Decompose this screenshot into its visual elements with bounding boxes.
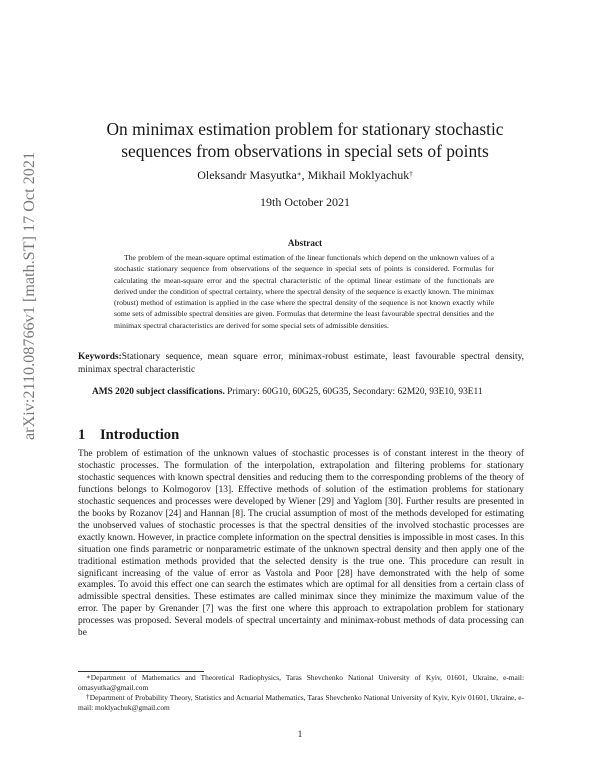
paper-date: 19th October 2021 <box>260 195 350 209</box>
abstract-body: The problem of the mean-square optimal estimation of the linear functionals which depend on the unknown values of a stochastic stationary sequence from observations of the sequence in special sets of points is considered. Formulas for calculating the mean-square error and the spectral characteristic of the optimal linear estimate of the functionals are derived under the condition of spectral certainty, where the spectral density of the sequence is exactly known. The minimax (robust) method of estimation is applied in the case where the spectral density of the sequence is not known exactly while some sets of admissible spectral densities are given. Formulas that determine the least favourable spectral densities and the minimax spectral characteristics are derived for some special sets of admissible densities. <box>114 253 494 330</box>
author-line <box>90 168 520 182</box>
author-name: Mikhail Moklyachuk <box>307 168 410 182</box>
footnote-text: Department of Mathematics and Theoretical Radiophysics, Taras Shevchenko National University of Kyiv, 01601, Ukraine, e-mail: omasyutka@gmail.com <box>78 673 524 692</box>
footnote-mark: ∗ <box>86 673 91 681</box>
arxiv-identifier-stamp: arXiv:2110.08766v1 [math.ST] 17 Oct 2021 <box>20 151 38 440</box>
ams-label: AMS 2020 subject classifications. <box>92 387 225 397</box>
section-title: Introduction <box>100 427 180 443</box>
keywords-text: Stationary sequence, mean square error, minimax-robust estimate, least favourable spectral density, minimax spectral characteristic <box>78 352 524 375</box>
section-number: 1 <box>78 427 86 443</box>
paper-title: On minimax estimation problem for stationary stochastic sequences from observations in special sets of points <box>106 119 504 161</box>
section-heading <box>78 426 179 444</box>
footnote-mark: † <box>86 693 90 701</box>
keywords <box>78 351 524 376</box>
footnote-mark: † <box>409 170 413 178</box>
author-name: Oleksandr Masyutka <box>197 168 297 182</box>
footnote <box>78 693 524 713</box>
footnotes <box>78 673 524 713</box>
page-number: 1 <box>297 730 303 740</box>
keywords-label: Keywords: <box>78 352 122 362</box>
author-separator: , <box>301 168 308 182</box>
footnote <box>78 673 524 693</box>
footnote-mark: ∗ <box>296 170 302 178</box>
ams-classification <box>78 386 524 399</box>
abstract-heading: Abstract <box>287 238 323 248</box>
footnote-divider <box>78 671 204 672</box>
introduction-paragraph: The problem of estimation of the unknown values of stochastic processes is of constant interest in the theory of stochastic processes. The formulation of the interpolation, extrapolation and filtering problems for stationary stochastic sequences with known spectral densities and reducing them to the corresponding problems of the theory of functions belongs to Kolmogorov [13]. Effective methods of solution of the estimation problems for stationary stochastic sequences and processes were developed by Wiener [29] and Yaglom [30]. Further results are presented in the books by Rozanov [24] and Hannan [8]. The crucial assumption of most of the methods developed for estimating the unobserved values of stochastic processes is that the spectral densities of the involved stochastic processes are exactly known. However, in practice complete information on the spectral densities is impossible in most cases. In this situation one finds parametric or nonparametric estimate of the unknown spectral density and then apply one of the traditional estimation methods provided that the selected density is the true one. This procedure can result in significant increasing of the value of error as Vastola and Poor [28] have demonstrated with the help of some examples. To avoid this effect one can search the estimates which are optimal for all densities from a certain class of admissible spectral densities. These estimates are called minimax since they minimize the maximum value of the error. The paper by Grenander [7] was the first one where this approach to extrapolation problem for stationary processes was proposed. Several models of spectral uncertainty and minimax-robust methods of data processing can be <box>78 449 524 639</box>
ams-text: Primary: 60G10, 60G25, 60G35, Secondary: 62M20, 93E10, 93E11 <box>224 387 483 397</box>
footnote-text: Department of Probability Theory, Statistics and Actuarial Mathematics, Taras Shevchenko National University of Kyiv, Kyiv 01601, Ukraine, e-mail: moklyachuk@gmail.com <box>78 693 525 712</box>
